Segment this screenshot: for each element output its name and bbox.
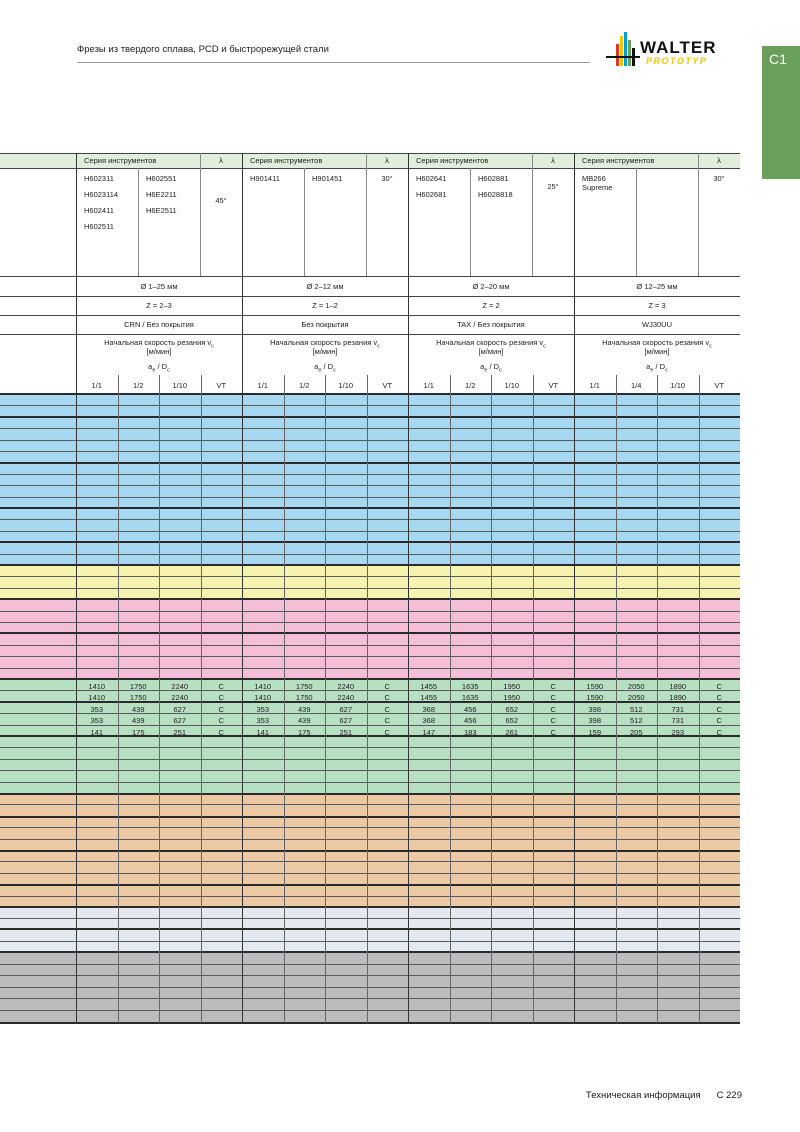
coating: Без покрытия <box>301 320 349 329</box>
cutting-speed-cell: 1750 <box>295 693 313 703</box>
engagement-col-header: VT <box>714 381 725 390</box>
thin-rule <box>0 896 740 897</box>
cutting-speed-cell: 251 <box>173 727 186 737</box>
header-rule-4 <box>0 315 740 316</box>
tool-code: H6E2511 <box>146 206 177 215</box>
cutting-speed-cell: 731 <box>671 716 684 726</box>
thick-rule-6 <box>0 598 740 600</box>
cutting-speed-cell: C <box>384 682 390 691</box>
cutting-speed-cell: 627 <box>339 704 352 714</box>
lambda-value: 30° <box>381 174 393 183</box>
cutting-speed-cell: C <box>550 716 556 726</box>
thin-rule <box>0 405 740 406</box>
cutting-speed-cell: 439 <box>131 704 145 714</box>
cutting-speed-cell: C <box>550 693 556 703</box>
cutting-speed-cell: 261 <box>505 727 518 737</box>
cutting-speed-cell: C <box>384 727 390 737</box>
tool-code: H602641 <box>416 174 447 183</box>
tool-code: H602881 <box>478 174 509 183</box>
cutting-speed-cell: C <box>550 682 556 691</box>
cutting-speed-cell: 456 <box>463 704 477 714</box>
lambda-divider-3 <box>698 153 699 276</box>
thin-rule <box>0 804 740 805</box>
cutting-speed-cell: 1750 <box>295 682 313 691</box>
engagement-col-header: VT <box>216 381 227 390</box>
series-label: Серия инструментов <box>416 156 489 165</box>
thin-rule <box>0 440 740 441</box>
thin-rule <box>0 975 740 976</box>
series-label: Серия инструментов <box>84 156 157 165</box>
header-divider <box>77 62 590 63</box>
cutting-speed-cell: C <box>550 727 556 737</box>
cutting-speed-cell: 368 <box>422 704 435 714</box>
cutting-speed-cell: 175 <box>131 727 145 737</box>
tool-code: H602411 <box>84 206 114 215</box>
thin-rule <box>0 668 740 669</box>
logo-subword: PROTOTYP <box>646 56 708 66</box>
lambda-divider-1 <box>366 153 367 276</box>
thick-rule-12 <box>0 816 740 818</box>
diameter-range: Ø 1–25 мм <box>140 282 178 291</box>
speed-unit: [м/мин] <box>146 347 172 356</box>
engagement-col-header: VT <box>382 381 393 390</box>
thin-rule <box>0 964 740 965</box>
engagement-col-header: 1/10 <box>172 381 188 390</box>
cutting-speed-cell: 1410 <box>254 693 272 703</box>
header-title: Фрезы из твердого сплава, PCD и быстрорежущей стали <box>77 44 329 55</box>
footer-label: Техническая информация <box>585 1090 701 1101</box>
cutting-speed-cell: 652 <box>505 704 518 714</box>
cutting-speed-cell: 439 <box>297 716 311 726</box>
thin-rule <box>0 839 740 840</box>
tool-code: H6028818 <box>478 190 513 199</box>
speed-unit: [м/мин] <box>478 347 504 356</box>
thin-rule <box>0 861 740 862</box>
cutting-speed-cell: 2240 <box>171 693 189 703</box>
thick-rule-8 <box>0 678 740 680</box>
teeth-count: Z = 3 <box>648 301 666 310</box>
cutting-speed-cell: 205 <box>629 727 643 737</box>
lambda-label: λ <box>219 156 223 165</box>
engagement-col-header: VT <box>548 381 559 390</box>
lambda-label: λ <box>551 156 555 165</box>
cutting-speed-cell: 1950 <box>503 682 521 691</box>
thin-rule <box>0 987 740 988</box>
cutting-speed-cell: 512 <box>629 704 643 714</box>
logo-word: WALTER <box>640 38 717 57</box>
cutting-speed-cell: C <box>218 704 224 714</box>
cutting-speed-cell: 1890 <box>669 693 687 703</box>
cutting-speed-cell: 2050 <box>627 682 645 691</box>
cutting-speed-cell: 1750 <box>129 693 147 703</box>
thin-rule <box>0 474 740 475</box>
lambda-value: 30° <box>713 174 725 183</box>
cutting-speed-cell: C <box>716 693 722 703</box>
thin-rule <box>0 531 740 532</box>
thin-rule <box>0 451 740 452</box>
speed-unit: [м/мин] <box>644 347 670 356</box>
cutting-data-table <box>0 153 740 1023</box>
thick-rule-13 <box>0 850 740 852</box>
engagement-col-header: 1/1 <box>257 381 268 390</box>
cutting-speed-cell: 368 <box>422 716 435 726</box>
cutting-speed-cell: 627 <box>173 716 186 726</box>
tool-code: H6E2211 <box>146 190 177 199</box>
cutting-speed-cell: 1410 <box>88 682 106 691</box>
lambda-label: λ <box>385 156 389 165</box>
cutting-speed-cell: C <box>716 704 722 714</box>
lambda-label: λ <box>717 156 721 165</box>
section-tab-label: C1 <box>769 51 787 67</box>
cutting-speed-cell: 1950 <box>503 693 521 703</box>
cutting-speed-cell: 353 <box>90 716 103 726</box>
tool-code: H901451 <box>312 174 343 183</box>
cutting-speed-cell: C <box>384 716 390 726</box>
cutting-speed-cell: 1410 <box>254 682 272 691</box>
lambda-divider-2 <box>532 153 533 276</box>
cutting-speed-cell: 1590 <box>586 682 604 691</box>
engagement-col-header: 1/10 <box>338 381 354 390</box>
series-label: Серия инструментов <box>250 156 323 165</box>
thick-rule-15 <box>0 906 740 908</box>
thick-rule-2 <box>0 462 740 464</box>
cutting-speed-cell: C <box>716 716 722 726</box>
page-footer <box>586 1090 742 1101</box>
tool-code: H602551 <box>146 174 177 183</box>
speed-label: Начальная скорость резания $v_c$ <box>104 338 214 350</box>
cutting-speed-cell: 1750 <box>129 682 147 691</box>
cutting-speed-cell: 1590 <box>586 693 604 703</box>
teeth-count: Z = 2–3 <box>146 301 172 310</box>
cutting-speed-cell: 141 <box>90 727 103 737</box>
teeth-count: Z = 1–2 <box>312 301 338 310</box>
cutting-speed-cell: 353 <box>90 704 103 714</box>
thick-rule-4 <box>0 541 740 543</box>
diameter-range: Ø 2–12 мм <box>306 282 344 291</box>
thin-rule <box>0 873 740 874</box>
cutting-speed-cell: C <box>550 704 556 714</box>
thin-rule <box>0 485 740 486</box>
engagement-col-header: 1/2 <box>465 381 476 390</box>
cutting-speed-cell: 1635 <box>461 693 479 703</box>
cutting-speed-cell: 456 <box>463 716 477 726</box>
cutting-speed-cell: C <box>218 727 224 737</box>
engagement-col-header: 1/10 <box>504 381 520 390</box>
thin-rule <box>0 770 740 771</box>
thin-rule <box>0 554 740 555</box>
cutting-speed-cell: 183 <box>463 727 477 737</box>
cutting-speed-cell: 159 <box>588 727 601 737</box>
cutting-speed-cell: C <box>384 693 390 703</box>
stainless-band <box>0 565 740 599</box>
page-number: C 229 <box>716 1090 742 1101</box>
cutting-speed-cell: 2240 <box>337 693 355 703</box>
thin-rule <box>0 588 740 589</box>
thin-rule <box>0 1010 740 1011</box>
cutting-speed-cell: 175 <box>297 727 311 737</box>
thin-rule <box>0 998 740 999</box>
engagement-col-header: 1/2 <box>133 381 144 390</box>
speed-unit: [м/мин] <box>312 347 338 356</box>
cutting-speed-cell: 439 <box>297 704 311 714</box>
thin-rule <box>0 827 740 828</box>
speed-label: Начальная скорость резания $v_c$ <box>436 338 546 350</box>
cutting-speed-cell: 1455 <box>420 693 438 703</box>
cutting-speed-cell: C <box>218 693 224 703</box>
coating: TAX / Без покрытия <box>457 320 525 329</box>
cutting-speed-cell: 512 <box>629 716 643 726</box>
cutting-speed-cell: C <box>384 704 390 714</box>
ae-dc-label: $a_e / D_c$ <box>480 362 502 374</box>
diameter-range: Ø 2–20 мм <box>472 282 510 291</box>
speed-label: Начальная скорость резания $v_c$ <box>602 338 712 350</box>
header-rule-5 <box>0 334 740 335</box>
cutting-speed-cell: 2240 <box>337 682 355 691</box>
thin-rule <box>0 759 740 760</box>
tool-code: H602681 <box>416 190 447 199</box>
cutting-speed-cell: C <box>716 682 722 691</box>
steel-band <box>0 394 740 565</box>
engagement-col-header: 1/4 <box>631 381 642 390</box>
ae-dc-label: $a_e / D_c$ <box>314 362 336 374</box>
tool-code: H602511 <box>84 222 114 231</box>
thick-rule-18 <box>0 1022 740 1024</box>
header-rule-2 <box>0 276 740 277</box>
series-label: Серия инструментов <box>582 156 655 165</box>
cutting-speed-cell: C <box>218 682 224 691</box>
cutting-speed-cell: 398 <box>588 704 601 714</box>
thin-rule <box>0 941 740 942</box>
lambda-value: 25° <box>547 182 559 191</box>
logo-bars-icon <box>606 32 644 66</box>
header-rule-3 <box>0 296 740 297</box>
engagement-col-header: 1/10 <box>670 381 686 390</box>
tool-col-divider-2 <box>470 168 471 276</box>
thin-rule <box>0 576 740 577</box>
engagement-col-header: 1/1 <box>91 381 102 390</box>
thin-rule <box>0 519 740 520</box>
thin-rule <box>0 611 740 612</box>
thick-rule-17 <box>0 951 740 953</box>
tool-col-divider-1 <box>304 168 305 276</box>
walter-prototyp-logo <box>606 30 746 70</box>
thin-rule <box>0 497 740 498</box>
tool-code: H6023114 <box>84 190 119 199</box>
cutting-speed-cell: 1410 <box>88 693 106 703</box>
cutting-speed-cell: 2050 <box>627 693 645 703</box>
coating: WJ30UU <box>641 320 672 329</box>
thick-rule-5 <box>0 564 740 566</box>
cutting-speed-cell: 251 <box>339 727 352 737</box>
cutting-speed-cell: 398 <box>588 716 601 726</box>
header-rule-1 <box>0 168 740 169</box>
cutting-speed-cell: 439 <box>131 716 145 726</box>
tool-code: MB266 Supreme <box>582 174 613 192</box>
thick-rule-16 <box>0 928 740 930</box>
thin-rule <box>0 747 740 748</box>
cutting-speed-cell: 293 <box>671 727 684 737</box>
coating: CRN / Без покрытия <box>124 320 194 329</box>
header-rule-0 <box>0 153 740 154</box>
cutting-speed-cell: 627 <box>339 716 352 726</box>
thin-rule <box>0 622 740 623</box>
thick-rule-11 <box>0 793 740 795</box>
section-tab <box>762 46 800 179</box>
cutting-speed-cell: 652 <box>505 716 518 726</box>
thick-rule-3 <box>0 507 740 509</box>
cutting-speed-cell: 2240 <box>171 682 189 691</box>
ae-dc-label: $a_e / D_c$ <box>646 362 668 374</box>
lambda-value: 45° <box>215 196 227 205</box>
thick-rule-7 <box>0 632 740 634</box>
diameter-range: Ø 12–25 мм <box>636 282 678 291</box>
thick-rule-14 <box>0 884 740 886</box>
teeth-count: Z = 2 <box>482 301 500 310</box>
thin-rule <box>0 656 740 657</box>
thick-rule-1 <box>0 416 740 418</box>
thin-rule <box>0 428 740 429</box>
engagement-col-header: 1/2 <box>299 381 310 390</box>
speed-label: Начальная скорость резания $v_c$ <box>270 338 380 350</box>
cutting-speed-cell: 1635 <box>461 682 479 691</box>
tool-code: H602311 <box>84 174 114 183</box>
cutting-speed-cell: 141 <box>256 727 269 737</box>
engagement-col-header: 1/1 <box>589 381 600 390</box>
cutting-speed-cell: C <box>218 716 224 726</box>
cutting-speed-cell: 1890 <box>669 682 687 691</box>
thin-rule <box>0 918 740 919</box>
cutting-speed-cell: 731 <box>671 704 684 714</box>
cutting-speed-cell: 1455 <box>420 682 438 691</box>
cutting-speed-cell: 353 <box>256 716 269 726</box>
ae-dc-label: $a_e / D_c$ <box>148 362 170 374</box>
engagement-col-header: 1/1 <box>423 381 434 390</box>
thin-rule <box>0 782 740 783</box>
thick-rule-0 <box>0 393 740 395</box>
tool-code: H901411 <box>250 174 280 183</box>
cutting-speed-cell: 353 <box>256 704 269 714</box>
cutting-speed-cell: C <box>716 727 722 737</box>
thin-rule <box>0 645 740 646</box>
cutting-speed-cell: 627 <box>173 704 186 714</box>
cutting-speed-cell: 147 <box>422 727 435 737</box>
